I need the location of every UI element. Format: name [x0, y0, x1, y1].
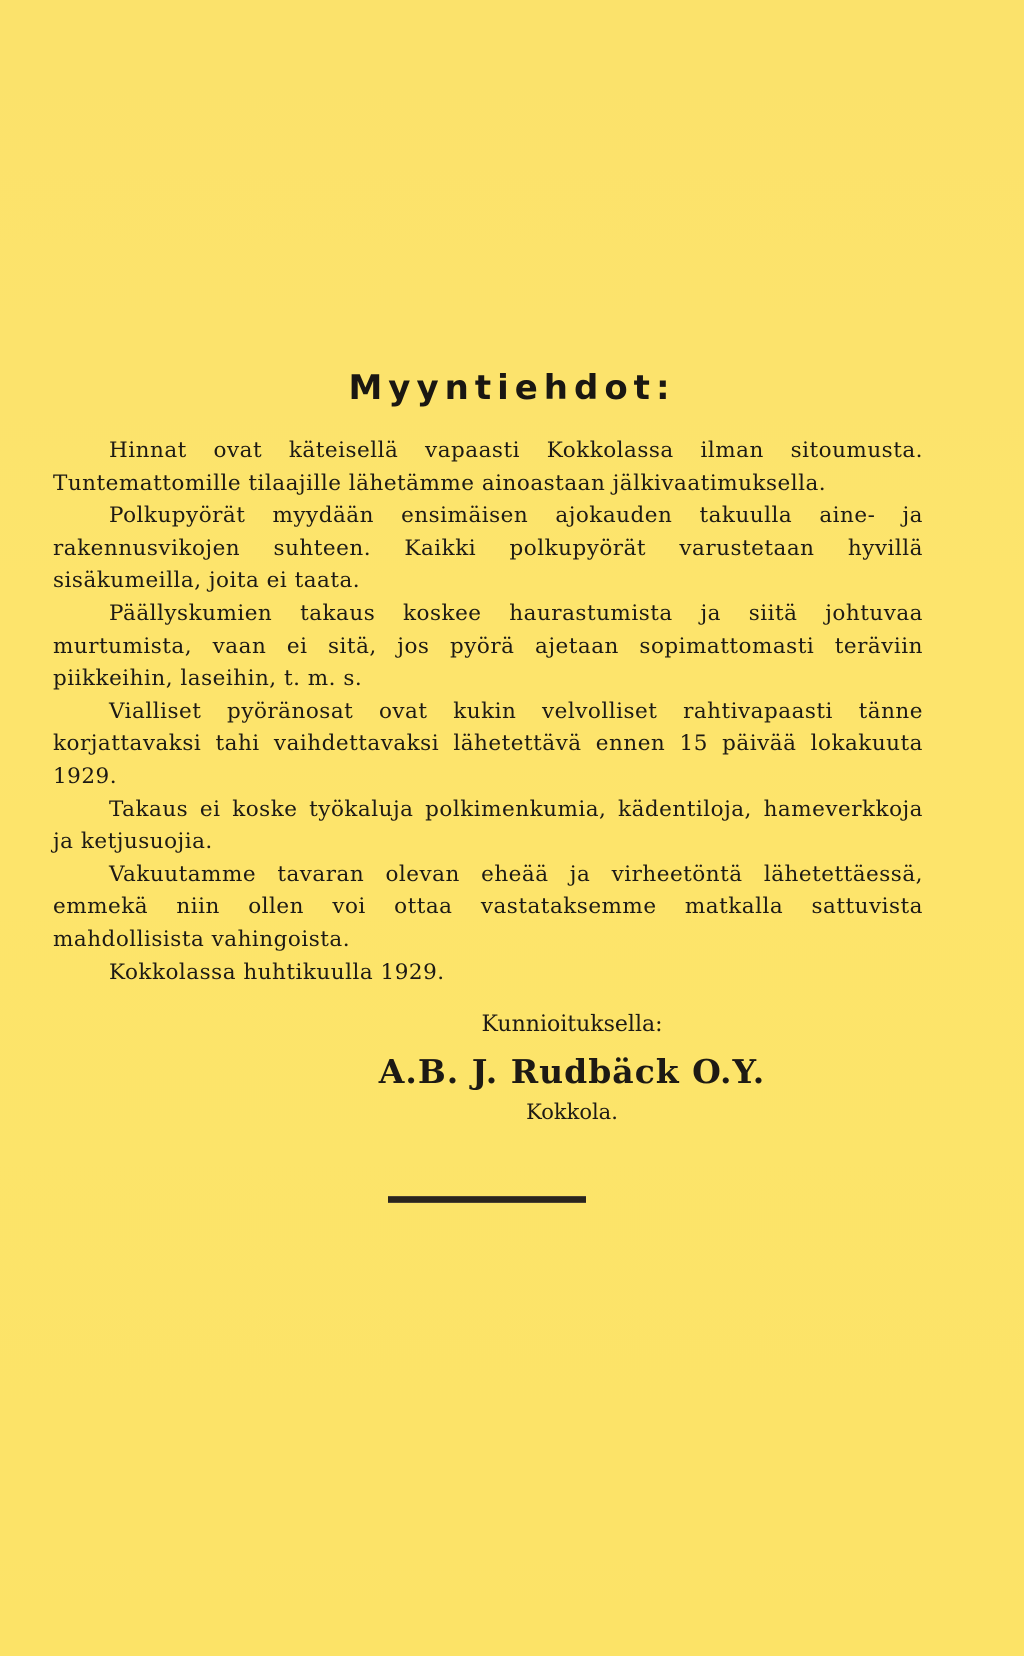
paragraph-tire-warranty: Päällyskumien takaus koskee haurastumista ja siitä johtuvaa murtumista, vaan ei sitä, jos pyörä ajetaan sopimattomasti teräviin piikkeihin, laseihin, t. m. s. [53, 600, 923, 692]
company-city: Kokkola. [526, 1100, 618, 1124]
paragraph-prices: Hinnat ovat käteisellä vapaasti Kokkolassa ilman sitoumusta. Tuntemattomille tilaajille lähetämme ainoastaan jälkivaatimuksella. [53, 438, 923, 496]
paragraph-warranty: Polkupyörät myydään ensimäisen ajokauden takuulla aine- ja rakennusvikojen suhteen. Kaikki polkupyörät varustetaan hyvillä sisäkumeilla, joita ei taata. [53, 503, 923, 594]
document-title: Myyntiehdot: [348, 368, 676, 408]
terms-body [53, 435, 923, 989]
paragraph-date: Kokkolassa huhtikuulla 1929. [109, 959, 445, 985]
paragraph-exclusions: Takaus ei koske työkaluja polkimenkumia, kädentiloja, hameverkkoja ja ketjusuojia. [53, 796, 923, 855]
paragraph-defective-parts: Vialliset pyöränosat ovat kukin velvolliset rahtivapaasti tänne korjattavaksi tahi vaihdettavaksi lähetettävä ennen 15 päivää lokakuuta 1929. [53, 698, 923, 789]
paragraph-shipping: Vakuutamme tavaran olevan eheää ja virheetöntä lähetettäessä, emmekä niin ollen voi ottaa vastataksemme matkalla sattuvista mahdollisista vahingoista. [53, 861, 923, 952]
closing-salutation: Kunnioituksella: [481, 1012, 663, 1037]
decorative-rule [388, 1196, 586, 1203]
company-name: A.B. J. Rudbäck O.Y. [378, 1052, 766, 1091]
